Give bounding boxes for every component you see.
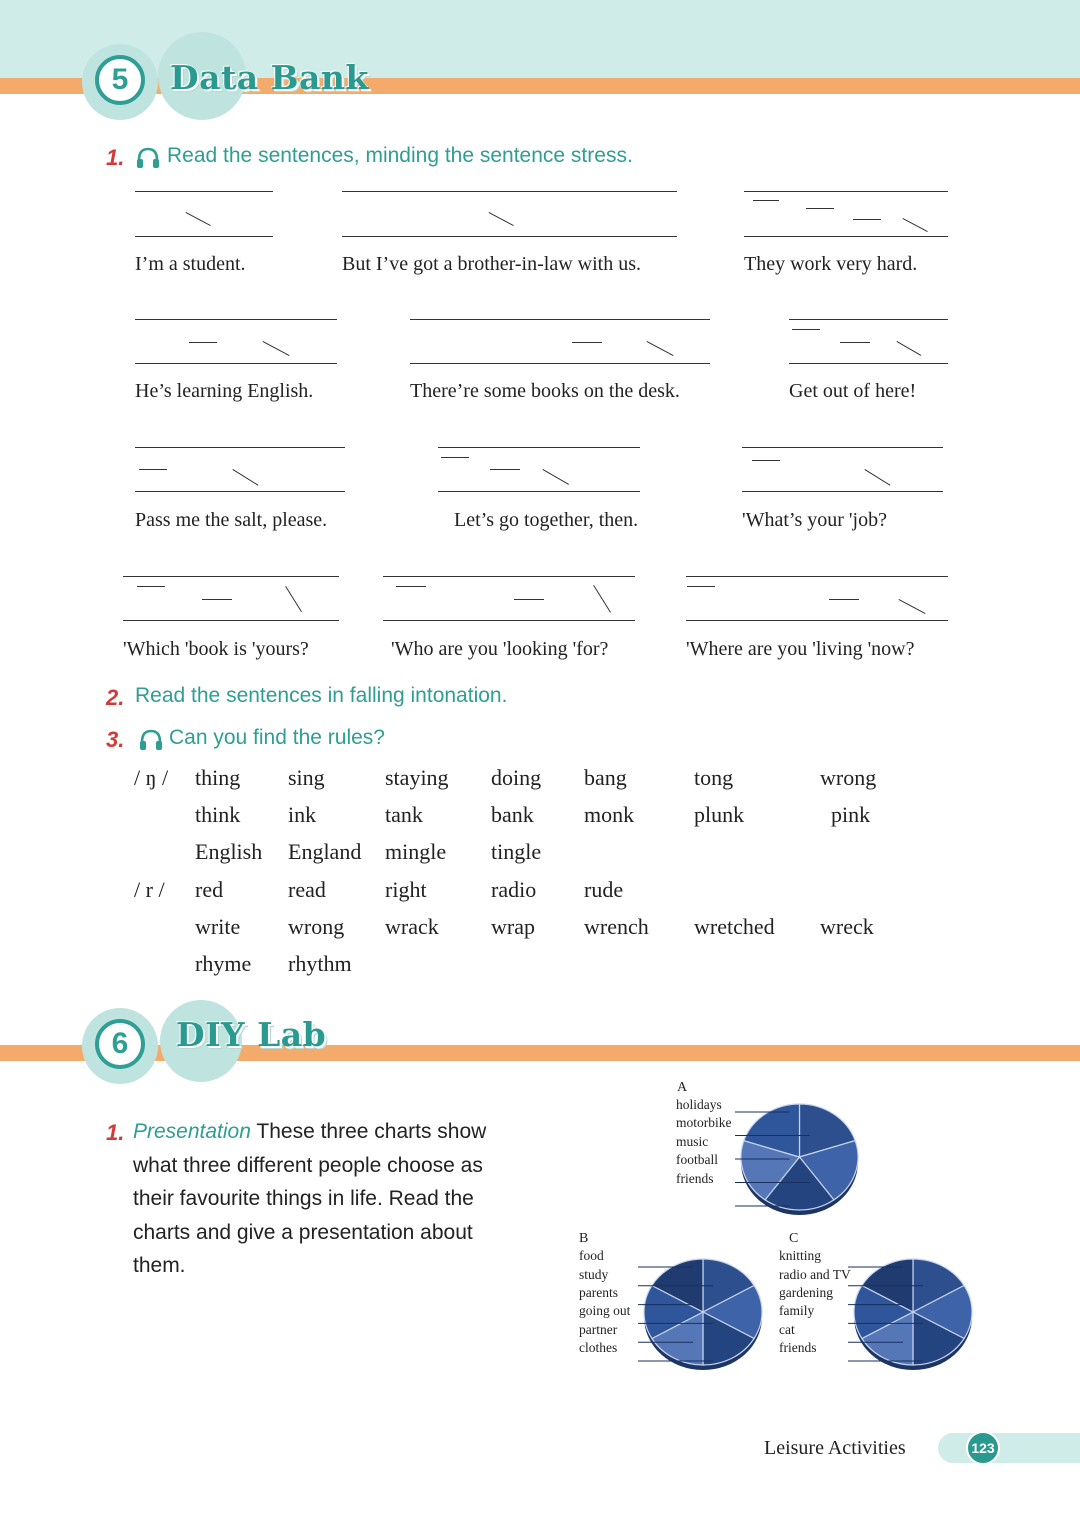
staff-line xyxy=(135,191,273,192)
word: wrap xyxy=(491,914,535,939)
chart-c-label: friends xyxy=(779,1340,817,1355)
chart-c-label: cat xyxy=(779,1322,795,1337)
word: doing xyxy=(491,765,542,790)
footer-chapter-title: Leisure Activities xyxy=(764,1437,906,1459)
stress-mark xyxy=(806,208,834,209)
chart-a-label: holidays xyxy=(676,1097,722,1112)
word: wrack xyxy=(385,914,439,939)
falling-stress-mark xyxy=(647,341,674,356)
stress-mark xyxy=(137,586,165,587)
chart-c-label: gardening xyxy=(779,1285,833,1300)
stress-mark xyxy=(139,469,167,470)
sentence: 'What’s your 'job? xyxy=(742,509,887,531)
presentation-paragraph xyxy=(133,1115,513,1283)
falling-stress-mark xyxy=(232,469,258,486)
sentence: They work very hard. xyxy=(744,253,918,275)
staff-line xyxy=(135,236,273,237)
staff-line xyxy=(789,319,948,320)
word: rhyme xyxy=(195,951,252,976)
section-number-5: 5 xyxy=(95,55,145,105)
stress-mark xyxy=(753,200,779,201)
presentation-keyword: Presentation xyxy=(133,1120,251,1143)
chart-a-label: music xyxy=(676,1134,709,1149)
staff-line xyxy=(135,491,345,492)
chart-c-label: radio and TV xyxy=(779,1267,851,1282)
staff-line xyxy=(383,620,635,621)
stress-mark xyxy=(189,342,217,343)
word: pink xyxy=(831,802,871,827)
chart-b-label: study xyxy=(579,1267,609,1282)
stress-mark xyxy=(490,469,520,470)
word: think xyxy=(195,802,241,827)
word: wrong xyxy=(288,914,345,939)
staff-line xyxy=(410,363,710,364)
word: English xyxy=(195,839,263,864)
word: right xyxy=(385,877,427,902)
chart-b-letter: B xyxy=(579,1231,589,1246)
task-instruction: Read the sentences in falling intonation. xyxy=(135,684,508,707)
word: plunk xyxy=(694,802,745,827)
word: wrong xyxy=(820,765,877,790)
chart-c-letter: C xyxy=(789,1231,799,1246)
sentence: 'Which 'book is 'yours? xyxy=(123,638,309,660)
word: ink xyxy=(288,802,317,827)
falling-stress-mark xyxy=(263,341,290,356)
falling-stress-mark xyxy=(864,469,890,486)
staff-line xyxy=(789,363,948,364)
stress-mark xyxy=(853,219,881,220)
section-number-6: 6 xyxy=(95,1019,145,1069)
chart-a-pie xyxy=(735,1100,860,1218)
chart-b-label: clothes xyxy=(579,1340,618,1355)
falling-stress-mark xyxy=(593,585,611,613)
staff-line xyxy=(123,576,339,577)
word: sing xyxy=(288,765,325,790)
stress-mark xyxy=(792,329,820,330)
task-number: 1. xyxy=(106,1120,125,1145)
falling-stress-mark xyxy=(899,599,926,614)
sentence: He’s learning English. xyxy=(135,380,314,402)
headphones-icon[interactable] xyxy=(135,146,161,170)
word: wreck xyxy=(820,914,874,939)
section-title-data-bank: Data Bank xyxy=(170,58,369,97)
phonetic-symbol-ng: / ŋ / xyxy=(134,765,169,790)
staff-line xyxy=(744,191,948,192)
staff-line xyxy=(342,191,677,192)
falling-stress-mark xyxy=(543,469,569,485)
word: thing xyxy=(195,765,241,790)
page-number: 123 xyxy=(966,1431,1000,1465)
falling-stress-mark xyxy=(897,341,922,356)
chart-c-pie xyxy=(848,1255,974,1373)
sentence: 'Where are you 'living 'now? xyxy=(686,638,915,660)
staff-line xyxy=(135,319,337,320)
word: rhythm xyxy=(288,951,352,976)
sentence: There’re some books on the desk. xyxy=(410,380,680,402)
stress-mark xyxy=(396,586,426,587)
section-title-diy-lab: DIY Lab xyxy=(176,1015,327,1054)
word: bank xyxy=(491,802,534,827)
staff-line xyxy=(744,236,948,237)
word: mingle xyxy=(385,839,447,864)
staff-line xyxy=(410,319,710,320)
chart-c-label: knitting xyxy=(779,1248,822,1263)
word: wrench xyxy=(584,914,649,939)
stress-mark xyxy=(687,586,715,587)
stress-mark xyxy=(829,599,859,600)
footer-band xyxy=(938,1433,1080,1463)
staff-line xyxy=(342,236,677,237)
word: read xyxy=(288,877,326,902)
sentence: Get out of here! xyxy=(789,380,917,402)
word: monk xyxy=(584,802,635,827)
stress-mark xyxy=(752,460,780,461)
chart-a-label: football xyxy=(676,1152,718,1167)
word: tong xyxy=(694,765,734,790)
staff-line xyxy=(135,447,345,448)
staff-line xyxy=(135,363,337,364)
headphones-icon[interactable] xyxy=(138,728,164,752)
word: tingle xyxy=(491,839,542,864)
chart-c-label: family xyxy=(779,1303,815,1318)
chart-b-pie xyxy=(638,1255,764,1373)
word: bang xyxy=(584,765,627,790)
word: write xyxy=(195,914,241,939)
chart-b-label: going out xyxy=(579,1303,631,1318)
staff-line xyxy=(383,576,635,577)
phonetic-symbol-r: / r / xyxy=(134,877,165,902)
falling-stress-mark xyxy=(186,212,211,226)
chart-a-label: friends xyxy=(676,1171,714,1186)
task-number: 3. xyxy=(106,727,125,752)
word: wretched xyxy=(694,914,775,939)
task-number: 2. xyxy=(106,685,125,710)
task-number: 1. xyxy=(106,145,125,170)
chart-b-label: partner xyxy=(579,1322,618,1337)
staff-line xyxy=(438,491,640,492)
staff-line xyxy=(742,491,943,492)
sentence: 'Who are you 'looking 'for? xyxy=(391,638,609,660)
falling-stress-mark xyxy=(489,212,514,226)
word: staying xyxy=(385,765,449,790)
word: rude xyxy=(584,877,624,902)
presentation-text: These three charts show what three different people choose as their favourite things in life. Read the charts and give a presentation about them. xyxy=(133,1120,487,1277)
staff-line xyxy=(438,447,640,448)
sentence: But I’ve got a brother-in-law with us. xyxy=(342,253,641,275)
chart-a-letter: A xyxy=(677,1080,688,1095)
stress-mark xyxy=(202,599,232,600)
staff-line xyxy=(123,620,339,621)
task-instruction: Read the sentences, minding the sentence stress. xyxy=(167,144,633,167)
word: radio xyxy=(491,877,537,902)
sentence: Let’s go together, then. xyxy=(454,509,639,531)
falling-stress-mark xyxy=(285,586,302,612)
stress-mark xyxy=(514,599,544,600)
word: England xyxy=(288,839,362,864)
stress-mark xyxy=(840,342,870,343)
word: red xyxy=(195,877,224,902)
chart-b-label: parents xyxy=(579,1285,618,1300)
chart-b-label: food xyxy=(579,1248,604,1263)
stress-mark xyxy=(572,342,602,343)
task-instruction: Can you find the rules? xyxy=(169,726,385,749)
staff-line xyxy=(686,576,948,577)
sentence: I’m a student. xyxy=(135,253,246,275)
chart-a-label: motorbike xyxy=(676,1115,732,1130)
word: tank xyxy=(385,802,423,827)
stress-mark xyxy=(441,457,469,458)
sentence: Pass me the salt, please. xyxy=(135,509,328,531)
staff-line xyxy=(686,620,948,621)
falling-stress-mark xyxy=(903,218,928,232)
staff-line xyxy=(742,447,943,448)
